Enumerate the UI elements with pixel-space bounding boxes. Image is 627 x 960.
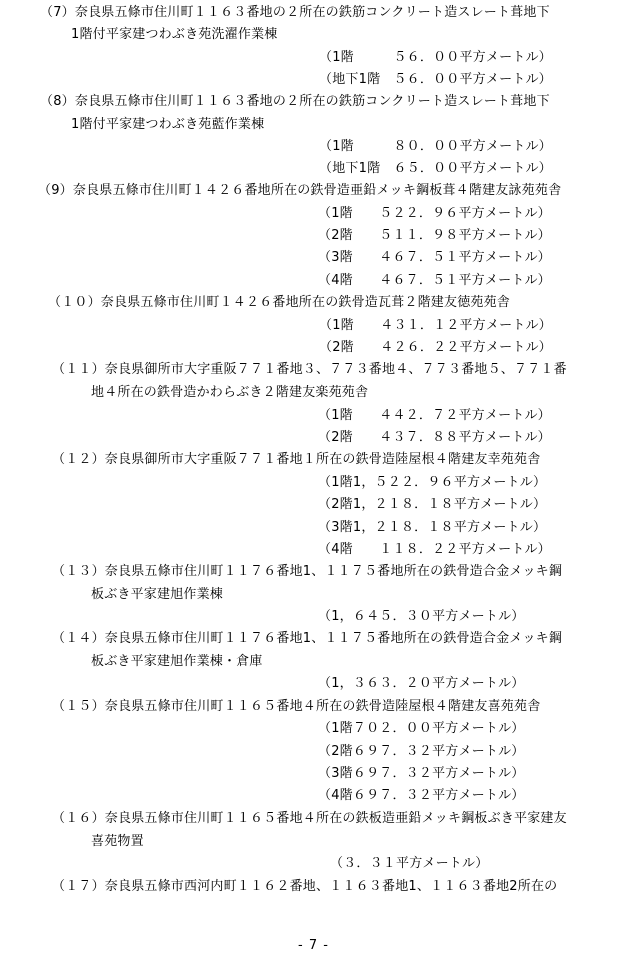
- item-14-line-1: （１４）奈良県五條市住川町１１７６番地1、１１７５番地所在の鉄骨造合金メッキ鋼: [52, 631, 563, 646]
- item-12-line-1: （１２）奈良県御所市大字重阪７７１番地１所在の鉄骨造陸屋根４階建友幸苑苑舎: [52, 452, 541, 467]
- item-11-area-2: （2階 ４３７．８８平方メートル）: [318, 430, 551, 445]
- item-17-line-1: （１７）奈良県五條市西河内町１１６２番地、１１６３番地1、１１６３番地2所在の: [52, 879, 558, 894]
- item-12-area-4: （4階 １１８．２２平方メートル）: [318, 542, 551, 557]
- item-16-area-1: （３．３１平方メートル）: [330, 856, 489, 871]
- item-7-line-1: （7）奈良県五條市住川町１１６３番地の２所在の鉄筋コンクリート造スレート葺地下: [40, 5, 550, 20]
- page-number: - 7 -: [298, 938, 329, 953]
- item-15-area-1: （1階７０２．００平方メートル）: [318, 721, 525, 736]
- item-8-area-1: （1階 ８０．００平方メートル）: [319, 139, 552, 154]
- item-12-area-3: （3階1，２１８．１８平方メートル）: [318, 520, 547, 535]
- item-11-line-2: 地４所在の鉄骨造かわらぶき２階建友楽苑苑舎: [91, 385, 369, 400]
- item-10-line-1: （１０）奈良県五條市住川町１４２６番地所在の鉄骨造瓦葺２階建友徳苑苑舎: [48, 295, 511, 310]
- item-10-area-1: （1階 ４３１．１２平方メートル）: [319, 318, 552, 333]
- item-8-area-2: （地下1階 ６５．００平方メートル）: [319, 161, 552, 176]
- item-9-line-1: （9）奈良県五條市住川町１４２６番地所在の鉄骨造亜鉛メッキ鋼板葺４階建友詠苑苑舎: [38, 183, 562, 198]
- item-9-area-3: （3階 ４６７．５１平方メートル）: [318, 250, 551, 265]
- item-9-area-2: （2階 ５１１．９８平方メートル）: [318, 228, 551, 243]
- item-15-area-3: （3階６９７．３２平方メートル）: [318, 766, 525, 781]
- item-12-area-1: （1階1，５２２．９６平方メートル）: [318, 475, 547, 490]
- item-8-line-1: （8）奈良県五條市住川町１１６３番地の２所在の鉄筋コンクリート造スレート葺地下: [40, 94, 550, 109]
- item-10-area-2: （2階 ４２６．２２平方メートル）: [319, 340, 552, 355]
- item-7-area-1: （1階 ５６．００平方メートル）: [319, 50, 552, 65]
- item-15-line-1: （１５）奈良県五條市住川町１１６５番地４所在の鉄骨造陸屋根４階建友喜苑苑舎: [52, 699, 541, 714]
- item-9-area-4: （4階 ４６７．５１平方メートル）: [318, 273, 551, 288]
- item-16-line-1: （１６）奈良県五條市住川町１１６５番地４所在の鉄板造亜鉛メッキ鋼板ぶき平家建友: [52, 811, 567, 826]
- item-9-area-1: （1階 ５２２．９６平方メートル）: [318, 206, 551, 221]
- item-11-area-1: （1階 ４４２．７２平方メートル）: [318, 408, 551, 423]
- item-7-area-2: （地下1階 ５６．００平方メートル）: [319, 72, 552, 87]
- item-14-line-2: 板ぶき平家建旭作業棟・倉庫: [91, 654, 263, 669]
- item-13-line-1: （１３）奈良県五條市住川町１１７６番地1、１１７５番地所在の鉄骨造合金メッキ鋼: [52, 564, 563, 579]
- item-15-area-2: （2階６９７．３２平方メートル）: [318, 744, 525, 759]
- item-11-line-1: （１１）奈良県御所市大字重阪７７１番地３、７７３番地４、７７３番地５、７７１番: [52, 362, 567, 377]
- item-12-area-2: （2階1，２１８．１８平方メートル）: [318, 497, 547, 512]
- item-7-line-2: 1階付平家建つわぶき苑洗濯作業棟: [71, 27, 278, 42]
- item-16-line-2: 喜苑物置: [91, 834, 144, 849]
- item-14-area-1: （1，３６３．２０平方メートル）: [318, 676, 525, 691]
- item-8-line-2: 1階付平家建つわぶき苑藍作業棟: [71, 117, 265, 132]
- item-13-line-2: 板ぶき平家建旭作業棟: [91, 587, 224, 602]
- item-13-area-1: （1，６４５．３０平方メートル）: [318, 609, 525, 624]
- item-15-area-4: （4階６９７．３２平方メートル）: [318, 788, 525, 803]
